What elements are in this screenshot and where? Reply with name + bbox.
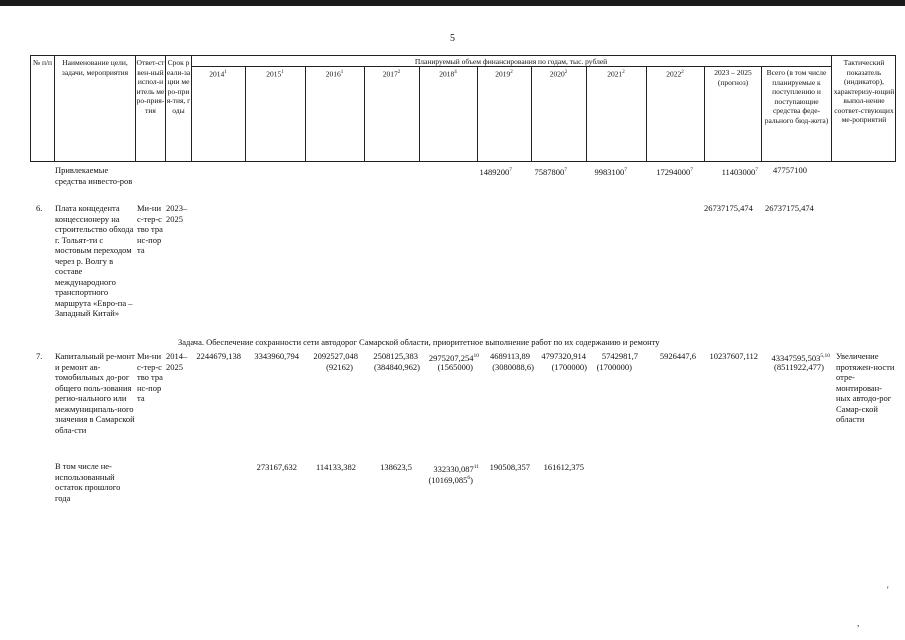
- row7-2016: 2092527,048: [313, 351, 358, 361]
- row7-2020-fed: (1700000): [551, 362, 587, 372]
- row-unused-2015: 273167,632: [256, 462, 297, 472]
- row7-2021: 5742981,7: [601, 351, 638, 361]
- row-unused-2016: 114133,382: [315, 462, 356, 472]
- header-year: 2015$^1$: [266, 69, 284, 79]
- year-divider: [305, 66, 306, 161]
- row7-forecast: 10237607,112: [709, 351, 758, 361]
- year-divider: [364, 66, 365, 161]
- scan-mark: ,: [857, 618, 860, 628]
- header-executor: Ответ-ствен-ный испол-нитель меро-прия-тия: [136, 58, 165, 115]
- row7-2017: 2508125,383: [373, 351, 418, 361]
- row-unused-2018: 332330,087$^{11}$: [433, 463, 479, 474]
- header-year: 2022$^2$: [666, 69, 684, 79]
- row7-2015: 3343960,794: [254, 351, 299, 361]
- row-unused-name: В том числе не-использованный остаток прошлого года: [55, 461, 121, 503]
- scan-mark: ': [887, 585, 889, 595]
- row-investors-name: Привлекаемые средства инвесто-ров: [55, 165, 133, 186]
- header-year: 2018$^4$: [439, 69, 457, 79]
- header-year: 2019$^2$: [495, 69, 513, 79]
- header-forecast: 2023 – 2025 (прогноз): [714, 68, 752, 87]
- row7-total: 43347595,503$^{5,10}$: [771, 352, 830, 363]
- row6-name: Плата концедента концессионеру на строительство обхода г. Тольят-ти с мостовым переходом через р. Волгу в составе международного транспортного маршрута «Евро-па – Западный Китай»: [55, 203, 134, 318]
- header-total: Всего (в том числе планируемые к поступлению и поступающие средства феде-рального бюд-жета): [764, 68, 829, 125]
- year-divider: [477, 66, 478, 161]
- row7-2019-fed: (3080088,6): [492, 362, 534, 372]
- cell-2021: 9983100$^7$: [594, 166, 627, 177]
- row7-2020: 4797320,914: [541, 351, 586, 361]
- header-term: Срок реали-зации меро-прия-тия, годы: [166, 58, 191, 115]
- year-divider: [245, 66, 246, 161]
- row7-executor: Ми-нис-тер-ство транс-порта: [137, 351, 163, 403]
- task-title: Задача. Обеспечение сохранности сети автодорог Самарской области, приоритетное выполнение работ по их содержанию и ремонту: [178, 337, 660, 347]
- row7-indicator: Увеличение протяжен-ности отре-монтирован-ных автодо-рог Самар-ской области: [836, 351, 895, 424]
- row6-executor: Ми-нис-тер-ство транс-порта: [137, 203, 163, 255]
- col-divider: [831, 56, 832, 161]
- row7-2017-fed: (384840,962): [373, 362, 420, 372]
- header-year: 2020$^2$: [549, 69, 568, 79]
- cell-2022: 17294000$^7$: [656, 166, 693, 177]
- header-year: 2021$^2$: [607, 69, 625, 79]
- row6-forecast: 26737175,474: [704, 203, 753, 213]
- row7-num: 7.: [36, 351, 43, 361]
- year-divider: [646, 66, 647, 161]
- row6-total: 26737175,474: [765, 203, 814, 213]
- row-unused-2020: 161612,375: [543, 462, 584, 472]
- table-header: [30, 55, 896, 162]
- year-divider: [531, 66, 532, 161]
- row7-2022: 5926447,6: [659, 351, 696, 361]
- header-year: 2017$^2$: [382, 69, 401, 79]
- page-number: 5: [450, 33, 455, 44]
- header-num: № п/п: [32, 58, 53, 67]
- year-divider: [704, 66, 705, 161]
- year-divider: [586, 66, 587, 161]
- header-plan-title: Планируемый объем финансирования по годам, тыс. рублей: [414, 57, 608, 66]
- year-divider: [419, 66, 420, 161]
- page-top-border: [0, 0, 905, 6]
- row7-2021-fed: (1700000): [596, 362, 632, 372]
- row-unused-2017: 138623,5: [380, 462, 412, 472]
- row7-2019: 4689113,89: [489, 351, 530, 361]
- row-unused-2018-fed: (10169,085$^6$): [428, 474, 473, 485]
- row6-term: 2023–2025: [166, 203, 188, 224]
- header-name: Наименование цели, задачи, мероприятия: [61, 58, 129, 77]
- header-year: 2016$^1$: [325, 69, 344, 79]
- row7-name: Капитальный ре-монт и ремонт ав-томобильных до-рог общего поль-зования регио-нального или межмуниципаль-ного значения в Самарской обла-сти: [55, 351, 135, 435]
- cell-2020: 7587800$^7$: [534, 166, 567, 177]
- cell-forecast: 11403000$^7$: [721, 166, 758, 177]
- col-divider: [54, 56, 55, 161]
- row-unused-2019: 190508,357: [489, 462, 530, 472]
- row7-total-fed: (8511922,477): [774, 362, 824, 372]
- row7-term: 2014–2025: [166, 351, 188, 372]
- cell-total: 47757100: [773, 165, 807, 175]
- row6-num: 6.: [36, 203, 43, 213]
- row7-2018: 2975207,254$^{10}$: [428, 352, 479, 363]
- row7-2014: 2244679,138: [196, 351, 241, 361]
- header-year: 2014$^1$: [209, 69, 227, 79]
- header-indicator: Тактический показатель (индикатор), характеризу-ющий выпол-нение соответ-ствующих ме-роприятий: [833, 58, 895, 124]
- cell-2019: 1489200$^7$: [479, 166, 512, 177]
- row7-2016-fed: (92162): [326, 362, 353, 372]
- row7-2018-fed: (1565000): [437, 362, 473, 372]
